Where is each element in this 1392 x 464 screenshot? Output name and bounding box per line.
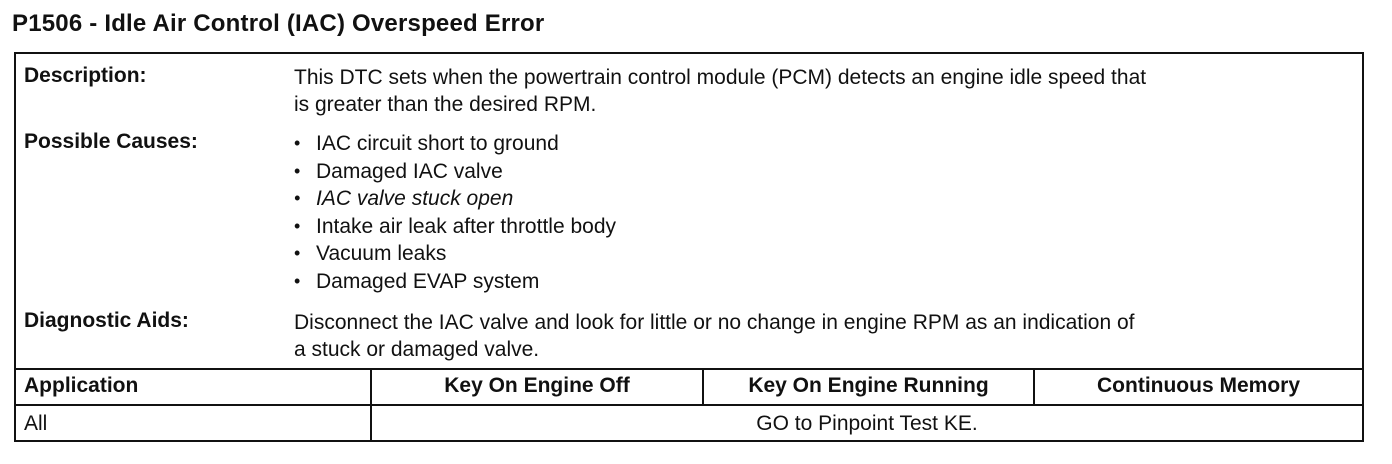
diagnostic-aids-line-1: Disconnect the IAC valve and look for little or no change in engine RPM as an indication of bbox=[294, 311, 1135, 334]
description-line-1: This DTC sets when the powertrain control module (PCM) detects an engine idle speed that bbox=[294, 66, 1147, 89]
header-application: Application bbox=[24, 374, 139, 397]
table-header-border bbox=[16, 404, 1362, 406]
page-title: P1506 - Idle Air Control (IAC) Overspeed Error bbox=[12, 10, 545, 37]
description-text bbox=[294, 64, 1344, 118]
header-key-on-engine-running: Key On Engine Running bbox=[748, 374, 989, 397]
header-key-on-engine-off: Key On Engine Off bbox=[444, 374, 630, 397]
header-continuous-memory: Continuous Memory bbox=[1097, 374, 1300, 397]
cell-action: GO to Pinpoint Test KE. bbox=[756, 412, 978, 435]
cause-item: • IAC circuit short to ground bbox=[294, 130, 1344, 158]
description-line-2: is greater than the desired RPM. bbox=[294, 93, 597, 116]
possible-causes-list bbox=[294, 130, 1344, 295]
cause-item: • Intake air leak after throttle body bbox=[294, 213, 1344, 241]
possible-causes-label: Possible Causes: bbox=[24, 130, 198, 153]
cause-item: • Vacuum leaks bbox=[294, 240, 1344, 268]
cell-application: All bbox=[24, 412, 48, 435]
diagnostic-aids-line-2: a stuck or damaged valve. bbox=[294, 338, 540, 361]
table-top-border bbox=[16, 368, 1362, 370]
cause-item: • Damaged IAC valve bbox=[294, 158, 1344, 186]
diagnostic-aids-text bbox=[294, 309, 1344, 363]
cause-item: • IAC valve stuck open bbox=[294, 185, 1344, 213]
cause-item: • Damaged EVAP system bbox=[294, 268, 1344, 296]
possible-causes-list-wrap bbox=[294, 130, 1344, 295]
diagnostic-aids-label: Diagnostic Aids: bbox=[24, 309, 189, 332]
dtc-info-box bbox=[14, 52, 1364, 442]
description-label: Description: bbox=[24, 64, 147, 87]
